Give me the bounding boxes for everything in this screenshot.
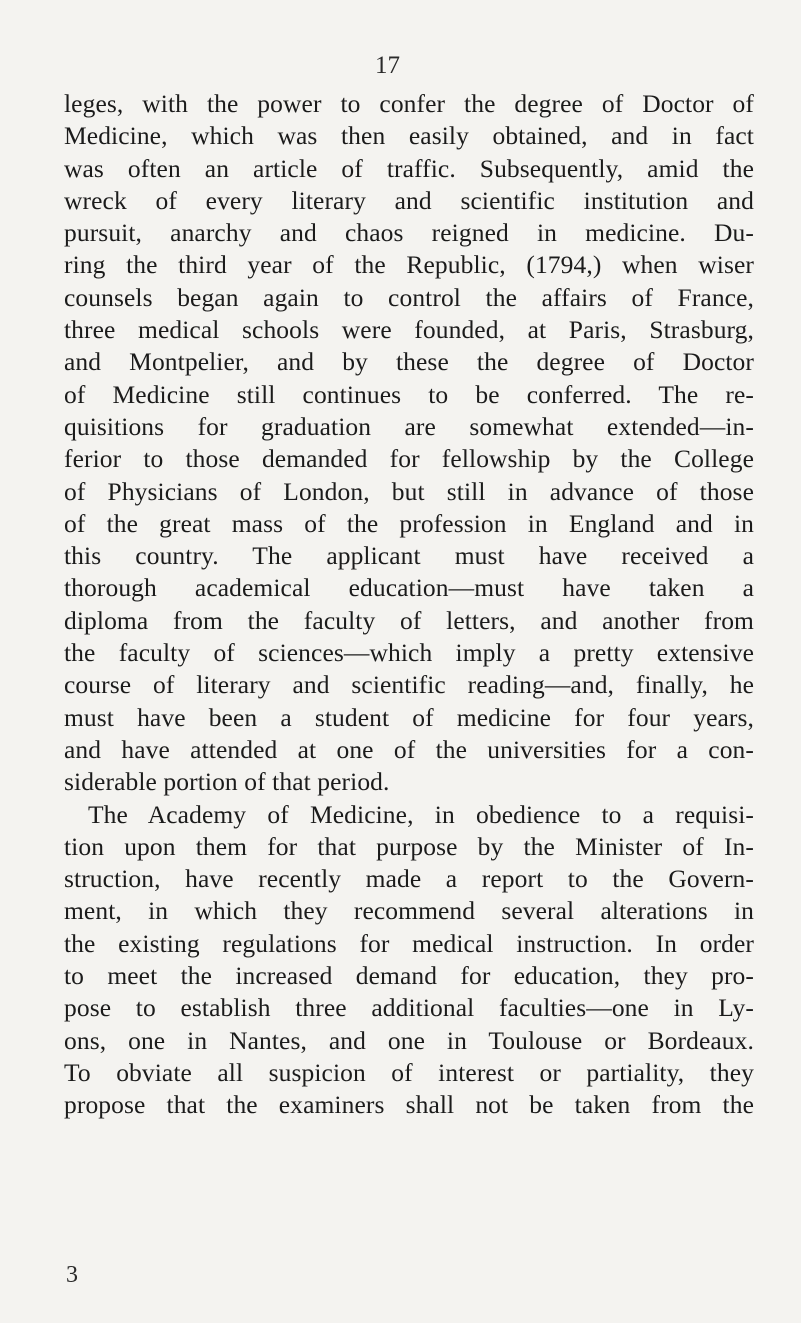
text-line: struction, have recently made a report to the Govern- <box>64 864 754 894</box>
text-line: The Academy of Medicine, in obedience to a requisi- <box>88 799 754 829</box>
text-line: three medical schools were founded, at Paris, Strasburg, <box>64 315 754 345</box>
text-line: ring the third year of the Republic, (1794,) when wiser <box>64 250 754 280</box>
text-line: pursuit, anarchy and chaos reigned in medicine. Du- <box>64 218 754 248</box>
text-line: was often an article of traffic. Subsequently, amid the <box>64 153 754 183</box>
text-line: Medicine, which was then easily obtained, and in fact <box>64 121 754 151</box>
text-line: the faculty of sciences—which imply a pretty extensive <box>64 638 754 668</box>
body-text <box>64 88 754 1122</box>
text-line: ons, one in Nantes, and one in Toulouse or Bordeaux. <box>64 1025 754 1055</box>
text-line: counsels began again to control the affairs of France, <box>64 282 754 312</box>
text-line: To obviate all suspicion of interest or partiality, they <box>64 1057 754 1087</box>
text-line: diploma from the faculty of letters, and another from <box>64 605 754 635</box>
page-number: 17 <box>375 52 400 79</box>
text-line: leges, with the power to confer the degree of Doctor of <box>64 89 754 118</box>
text-line: to meet the increased demand for education, they pro- <box>64 961 754 991</box>
text-line: must have been a student of medicine for four years, <box>64 702 754 732</box>
text-line: the existing regulations for medical instruction. In order <box>64 928 754 958</box>
text-line: wreck of every literary and scientific institution and <box>64 185 754 215</box>
text-line: ferior to those demanded for fellowship by the College <box>64 444 754 474</box>
text-line: ment, in which they recommend several alterations in <box>64 896 754 926</box>
text-line: siderable portion of that period. <box>64 767 390 797</box>
signature-mark: 3 <box>66 1262 78 1288</box>
text-line: pose to establish three additional faculties—one in Ly- <box>64 993 754 1023</box>
text-line: and Montpelier, and by these the degree of Doctor <box>64 347 754 377</box>
text-line: course of literary and scientific reading—and, finally, he <box>64 670 754 700</box>
text-line: and have attended at one of the universities for a con- <box>64 734 754 764</box>
text-line: this country. The applicant must have received a <box>64 541 754 571</box>
text-line: of the great mass of the profession in England and in <box>64 508 754 538</box>
text-line: quisitions for graduation are somewhat extended—in- <box>64 411 754 441</box>
text-line: tion upon them for that purpose by the Minister of In- <box>64 831 754 861</box>
text-line: of Medicine still continues to be conferred. The re- <box>64 379 754 409</box>
text-line: propose that the examiners shall not be taken from the <box>64 1090 754 1120</box>
text-line: thorough academical education—must have taken a <box>64 573 754 603</box>
text-line: of Physicians of London, but still in advance of those <box>64 476 754 506</box>
